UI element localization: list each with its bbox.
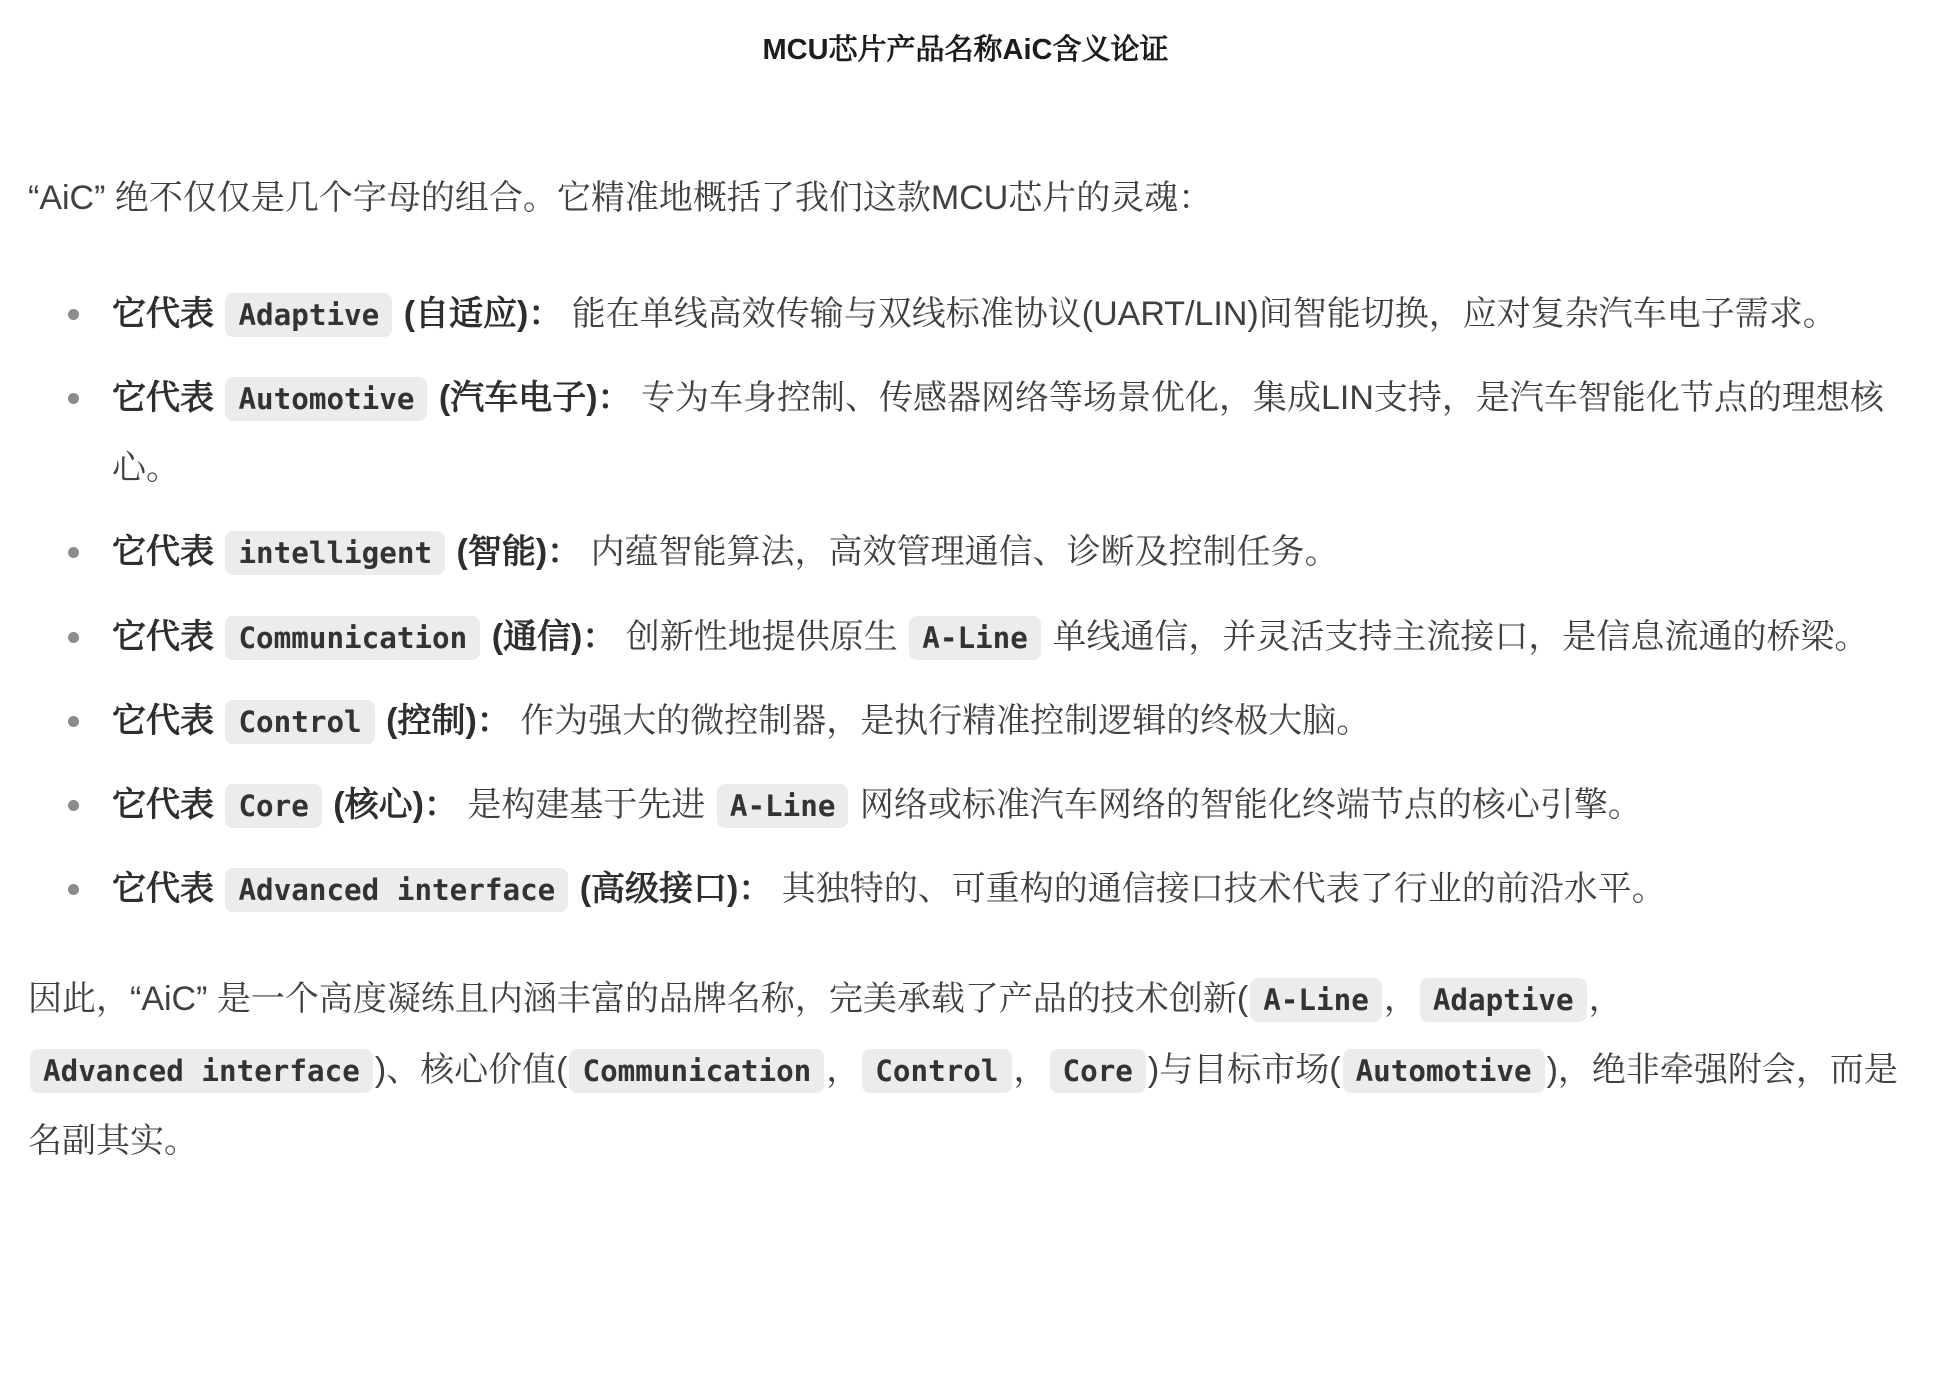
bold-text: (自适应)： xyxy=(394,295,563,334)
text-run: 其独特的、可重构的通信接口技术代表了行业的前沿水平。 xyxy=(772,869,1666,908)
code-chip: Adaptive xyxy=(1420,978,1587,1022)
intro-paragraph: “AiC” 绝不仅仅是几个字母的组合。它精准地概括了我们这款MCU芯片的灵魂： xyxy=(28,179,1213,217)
list-item xyxy=(104,602,1903,672)
code-chip: Adaptive xyxy=(225,293,392,337)
code-chip: Control xyxy=(862,1049,1011,1093)
text-run: )与目标市场( xyxy=(1147,1051,1341,1090)
text-run: 因此，“AiC” 是一个高度凝练且内涵丰富的品牌名称，完美承载了产品的技术创新( xyxy=(28,979,1249,1018)
list-item xyxy=(104,279,1903,349)
list-item xyxy=(104,363,1903,503)
code-chip: Core xyxy=(225,784,321,828)
text-run: ， xyxy=(1588,979,1623,1018)
code-chip: A-Line xyxy=(909,616,1041,660)
text-run: 专为车身控制、传感器网络等场景优化，集成LIN支持，是汽车智能化节点的理想核心。 xyxy=(112,379,1884,488)
bold-text: 它代表 xyxy=(112,869,224,908)
text-run: 单线通信，并灵活支持主流接口，是信息流通的桥梁。 xyxy=(1042,617,1869,656)
code-chip: A-Line xyxy=(717,784,849,828)
text-run: ， xyxy=(826,1051,861,1090)
code-chip: Communication xyxy=(225,616,480,660)
text-run: ， xyxy=(1383,979,1418,1018)
code-chip: Core xyxy=(1050,1049,1146,1093)
text-run: 创新性地提供原生 xyxy=(616,617,908,656)
list-item xyxy=(104,770,1903,840)
text-run: 网络或标准汽车网络的智能化终端节点的核心引擎。 xyxy=(850,785,1642,824)
bold-text: (智能)： xyxy=(447,533,582,572)
bold-text: 它代表 xyxy=(112,617,224,656)
text-run: 内蕴智能算法，高效管理通信、诊断及控制任务。 xyxy=(581,533,1339,572)
bold-text: 它代表 xyxy=(112,701,224,740)
list-item xyxy=(104,517,1903,587)
text-run: 能在单线高效传输与双线标准协议(UART/LIN)间智能切换，应对复杂汽车电子需求。 xyxy=(562,295,1837,334)
bold-text: (核心)： xyxy=(323,785,458,824)
text-run: )、核心价值( xyxy=(374,1051,568,1090)
page-title: MCU芯片产品名称AiC含义论证 xyxy=(762,34,1169,66)
code-chip: Advanced interface xyxy=(30,1049,373,1093)
text-run: 作为强大的微控制器，是执行精准控制逻辑的终极大脑。 xyxy=(510,701,1371,740)
code-chip: Control xyxy=(225,700,374,744)
code-chip: Automotive xyxy=(1343,1049,1545,1093)
bold-text: (控制)： xyxy=(376,701,511,740)
list-item xyxy=(104,686,1903,756)
list-item xyxy=(104,854,1903,924)
code-chip: Advanced interface xyxy=(225,868,568,912)
code-chip: A-Line xyxy=(1250,978,1382,1022)
code-chip: Automotive xyxy=(225,377,427,421)
bold-text: 它代表 xyxy=(112,533,224,572)
text-run: )，绝非牵强附会，而是名副其实。 xyxy=(28,1051,1898,1161)
bold-text: 它代表 xyxy=(112,785,224,824)
text-run: 是构建基于先进 xyxy=(457,785,715,824)
feature-list xyxy=(28,279,1903,923)
bold-text: (汽车电子)： xyxy=(429,379,632,418)
bold-text: (高级接口)： xyxy=(570,869,773,908)
conclusion-paragraph xyxy=(28,964,1903,1178)
code-chip: intelligent xyxy=(225,531,445,575)
bold-text: (通信)： xyxy=(482,617,617,656)
code-chip: Communication xyxy=(569,1049,824,1093)
bold-text: 它代表 xyxy=(112,295,224,334)
text-run: ， xyxy=(1013,1051,1048,1090)
bold-text: 它代表 xyxy=(112,379,224,418)
